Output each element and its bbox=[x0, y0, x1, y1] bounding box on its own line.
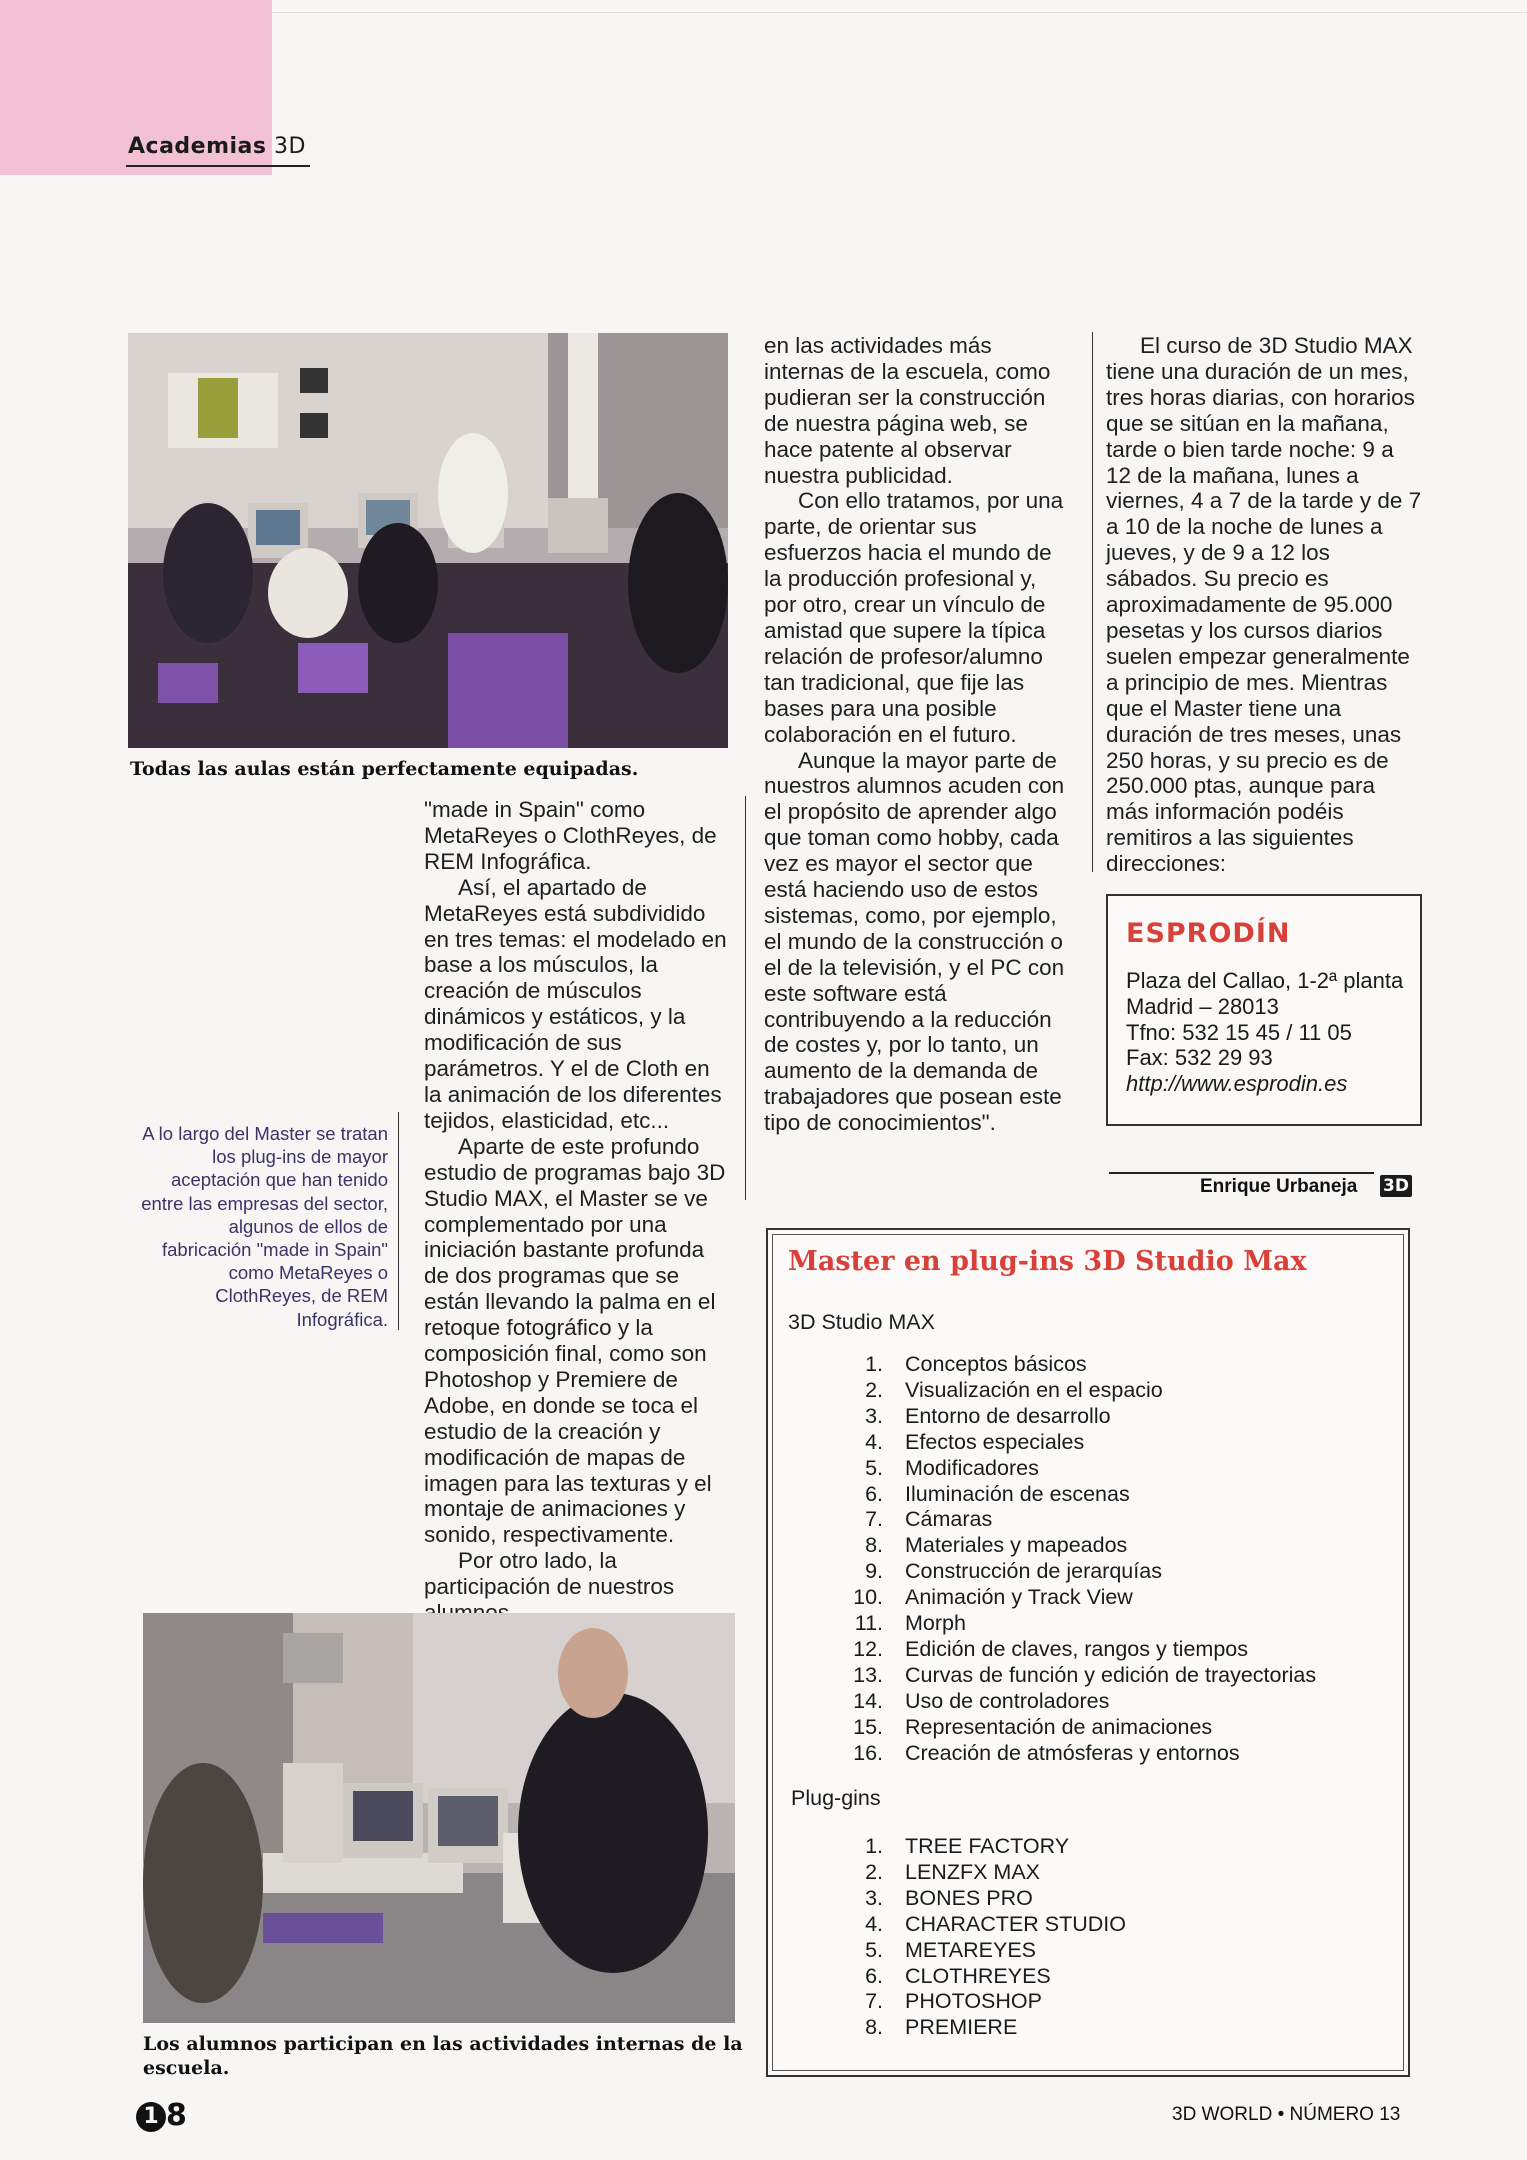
header-underline bbox=[126, 165, 310, 167]
list-item bbox=[828, 1482, 1316, 1508]
section-name: Academias bbox=[128, 134, 267, 159]
list-item-label: LENZFX MAX bbox=[905, 1859, 1040, 1884]
list-item-label: METAREYES bbox=[905, 1937, 1037, 1962]
list-item-number: 9. bbox=[865, 1559, 883, 1584]
list-item bbox=[828, 1637, 1316, 1663]
list-item-label: Entorno de desarrollo bbox=[905, 1403, 1111, 1428]
contact-city: Madrid – 28013 bbox=[1126, 993, 1279, 1019]
classroom-photo bbox=[128, 333, 728, 748]
list-item-number: 4. bbox=[865, 1429, 883, 1454]
list-item bbox=[828, 1585, 1316, 1611]
master-box-section-1: 3D Studio MAX bbox=[788, 1310, 935, 1334]
contact-url[interactable]: http://www.esprodin.es bbox=[1126, 1071, 1348, 1097]
contact-name: ESPRODÍN bbox=[1126, 918, 1291, 949]
master-course-box bbox=[766, 1228, 1410, 2077]
list-item bbox=[828, 1430, 1316, 1456]
paragraph: El curso de 3D Studio MAX tiene una duración de un mes, tres horas diarias, con horarios que se sitúan en la mañana, tarde o bien tarde noche: 9 a 12 de la mañana, lunes a viernes, 4 a 7 de la tarde y de 7 a 10 de la noche de lunes a jueves, y de 9 a 12 los sábados. Su precio es aproximadamente de 95.000 pesetas y los cursos diarios suelen empezar generalmente a principio de mes. Mientras que el Master tiene una duración de tres meses, unas 250 horas, y su precio es de 250.000 ptas, aunque para más información podéis remitiros a las siguientes direcciones: bbox=[1106, 333, 1422, 877]
list-item bbox=[828, 1611, 1316, 1637]
column-divider bbox=[745, 796, 746, 1200]
signature-rule bbox=[1109, 1172, 1374, 1174]
list-item-label: Construcción de jerarquías bbox=[905, 1559, 1162, 1584]
list-item bbox=[828, 1989, 1126, 2015]
list-item-number: 8. bbox=[865, 1533, 883, 1558]
contact-address: Plaza del Callao, 1-2ª planta bbox=[1126, 968, 1404, 993]
contact-box bbox=[1106, 894, 1422, 1126]
list-item-number: 13. bbox=[853, 1662, 883, 1687]
paragraph: Aunque la mayor parte de nuestros alumnos acuden con el propósito de aprender algo que toman como hobby, cada vez es mayor el sector que está haciendo uso de estos sistemas, como, por ejemplo, el mundo de la construcción o el de la televisión, y el PC con este software está contribuyendo a la reducción de costes y, por lo tanto, un aumento de la demanda de trabajadores que posean este tipo de conocimientos". bbox=[764, 747, 1065, 1136]
paragraph: "made in Spain" como MetaReyes o ClothReyes, de REM Infográfica. bbox=[424, 797, 717, 874]
photo2-caption: Los alumnos participan en las actividades internas de la escuela. bbox=[143, 2033, 743, 2079]
list-item bbox=[828, 1834, 1126, 1860]
list-item-number: 6. bbox=[865, 1963, 883, 1988]
list-item-number: 16. bbox=[853, 1740, 883, 1765]
list-item bbox=[828, 1886, 1126, 1912]
column-divider bbox=[398, 1112, 399, 1330]
list-item-label: PREMIERE bbox=[905, 2015, 1018, 2040]
list-item-label: Visualización en el espacio bbox=[905, 1377, 1163, 1402]
page-number-digit: 8 bbox=[166, 2098, 187, 2133]
list-item-label: Cámaras bbox=[905, 1507, 993, 1532]
list-item bbox=[828, 1912, 1126, 1938]
article-column-2 bbox=[764, 333, 1074, 1136]
list-item-label: PHOTOSHOP bbox=[905, 1989, 1042, 2014]
contact-details bbox=[1126, 968, 1416, 1097]
list-item-number: 1. bbox=[865, 1352, 883, 1376]
paragraph: Aparte de este profundo estudio de programas bajo 3D Studio MAX, el Master se ve complementado por una iniciación bastante profunda de dos programas que se están llevando la palma en el retoque fotográfico y la composición final, como son Photoshop y Premiere de Adobe, en donde se toca el estudio de la creación y modificación de mapas de imagen para las texturas y el montaje de animaciones y sonido, respectivamente. bbox=[424, 1133, 726, 1548]
master-box-title: Master en plug-ins 3D Studio Max bbox=[788, 1246, 1307, 1277]
list-item-label: CHARACTER STUDIO bbox=[905, 1911, 1126, 1936]
magazine-footer: 3D WORLD • NÚMERO 13 bbox=[1172, 2104, 1401, 2125]
page-number-circle: 1 bbox=[136, 2102, 166, 2132]
list-item-number: 1. bbox=[865, 1834, 883, 1858]
list-item-label: TREE FACTORY bbox=[905, 1834, 1070, 1858]
list-item-number: 4. bbox=[865, 1911, 883, 1936]
students-photo-graphic bbox=[143, 1613, 735, 2023]
list-item-number: 6. bbox=[865, 1481, 883, 1506]
list-item-label: CLOTHREYES bbox=[905, 1963, 1051, 1988]
section-tag: 3D bbox=[274, 134, 306, 159]
list-item-number: 3. bbox=[865, 1403, 883, 1428]
list-item-number: 5. bbox=[865, 1937, 883, 1962]
author-signature: Enrique Urbaneja bbox=[1200, 1176, 1358, 1197]
list-item-label: BONES PRO bbox=[905, 1885, 1033, 1910]
list-item-number: 10. bbox=[853, 1585, 883, 1610]
list-item-number: 8. bbox=[865, 2015, 883, 2040]
paragraph: Por otro lado, la participación de nuestros bbox=[424, 1548, 675, 1600]
list-item bbox=[828, 1860, 1126, 1886]
list-item bbox=[828, 1378, 1316, 1404]
article-column-1 bbox=[424, 797, 730, 1626]
list-item-label: Creación de atmósferas y entornos bbox=[905, 1740, 1240, 1765]
contact-phone: Tfno: 532 15 45 / 11 05 bbox=[1126, 1019, 1352, 1045]
article-column-3 bbox=[1106, 333, 1422, 877]
list-item-number: 5. bbox=[865, 1455, 883, 1480]
list-item bbox=[828, 1352, 1316, 1378]
list-item bbox=[828, 1533, 1316, 1559]
list-item bbox=[828, 1689, 1316, 1715]
list-item-number: 7. bbox=[865, 1507, 883, 1532]
column-divider bbox=[1092, 332, 1093, 872]
paragraph: Con ello tratamos, por una parte, de orientar sus esfuerzos hacia el mundo de la producción profesional y, por otro, crear un vínculo de amistad que supere la típica relación de profesor/alumno tan tradicional, que fije las bases para una posible colaboración en el futuro. bbox=[764, 488, 1064, 747]
list-item bbox=[828, 1663, 1316, 1689]
list-item bbox=[828, 1404, 1316, 1430]
classroom-photo-graphic bbox=[128, 333, 728, 748]
paragraph: en las actividades más internas de la escuela, como pudieran ser la construcción de nuestra página web, se hace patente al observar nuestra publicidad. bbox=[764, 333, 1051, 488]
list-item-number: 7. bbox=[865, 1989, 883, 2014]
list-item-number: 11. bbox=[854, 1611, 883, 1636]
topics-list bbox=[828, 1352, 1316, 1767]
list-item-number: 2. bbox=[865, 1859, 883, 1884]
list-item-label: Representación de animaciones bbox=[905, 1714, 1213, 1739]
list-item-number: 2. bbox=[865, 1377, 883, 1402]
list-item-label: Iluminación de escenas bbox=[905, 1481, 1130, 1506]
list-item-label: Efectos especiales bbox=[905, 1429, 1085, 1454]
list-item bbox=[828, 1715, 1316, 1741]
list-item-label: Uso de controladores bbox=[905, 1688, 1110, 1713]
master-box-section-2: Plug-gins bbox=[791, 1786, 881, 1810]
plugins-list bbox=[828, 1834, 1126, 2041]
students-photo bbox=[143, 1613, 735, 2023]
list-item bbox=[828, 1559, 1316, 1585]
3d-badge-icon: 3D bbox=[1380, 1175, 1412, 1197]
list-item bbox=[828, 1964, 1126, 1990]
paragraph: Así, el apartado de MetaReyes está subdividido en tres temas: el modelado en base a los músculos, la creación de músculos dinámicos y estáticos, y la modificación de sus parámetros. Y el de Cloth en la animación de los diferentes tejidos, elasticidad, etc... bbox=[424, 874, 727, 1133]
list-item bbox=[828, 1456, 1316, 1482]
list-item-number: 14. bbox=[853, 1688, 883, 1713]
contact-fax: Fax: 532 29 93 bbox=[1126, 1045, 1273, 1071]
list-item bbox=[828, 1741, 1316, 1767]
list-item-label: Conceptos básicos bbox=[905, 1352, 1087, 1376]
pull-quote: A lo largo del Master se tratan los plug-ins de mayor aceptación que han tenido entre las empresas del sector, algunos de ellos de fabricación "made in Spain" como MetaReyes o ClothReyes, de REM Infográfica. bbox=[141, 1123, 388, 1330]
list-item-label: Edición de claves, rangos y tiempos bbox=[905, 1636, 1248, 1661]
list-item-label: Materiales y mapeados bbox=[905, 1533, 1128, 1558]
list-item bbox=[828, 2015, 1126, 2041]
list-item-label: Curvas de función y edición de trayectorias bbox=[905, 1662, 1317, 1687]
list-item-number: 12. bbox=[853, 1636, 883, 1661]
page-number bbox=[136, 2098, 187, 2133]
section-header bbox=[128, 134, 306, 159]
list-item-number: 15. bbox=[853, 1714, 883, 1739]
list-item bbox=[828, 1938, 1126, 1964]
list-item-label: Modificadores bbox=[905, 1455, 1039, 1480]
list-item-number: 3. bbox=[865, 1885, 883, 1910]
list-item bbox=[828, 1507, 1316, 1533]
list-item-label: Animación y Track View bbox=[905, 1585, 1133, 1610]
photo1-caption: Todas las aulas están perfectamente equipadas. bbox=[130, 758, 639, 780]
list-item-label: Morph bbox=[905, 1611, 966, 1636]
